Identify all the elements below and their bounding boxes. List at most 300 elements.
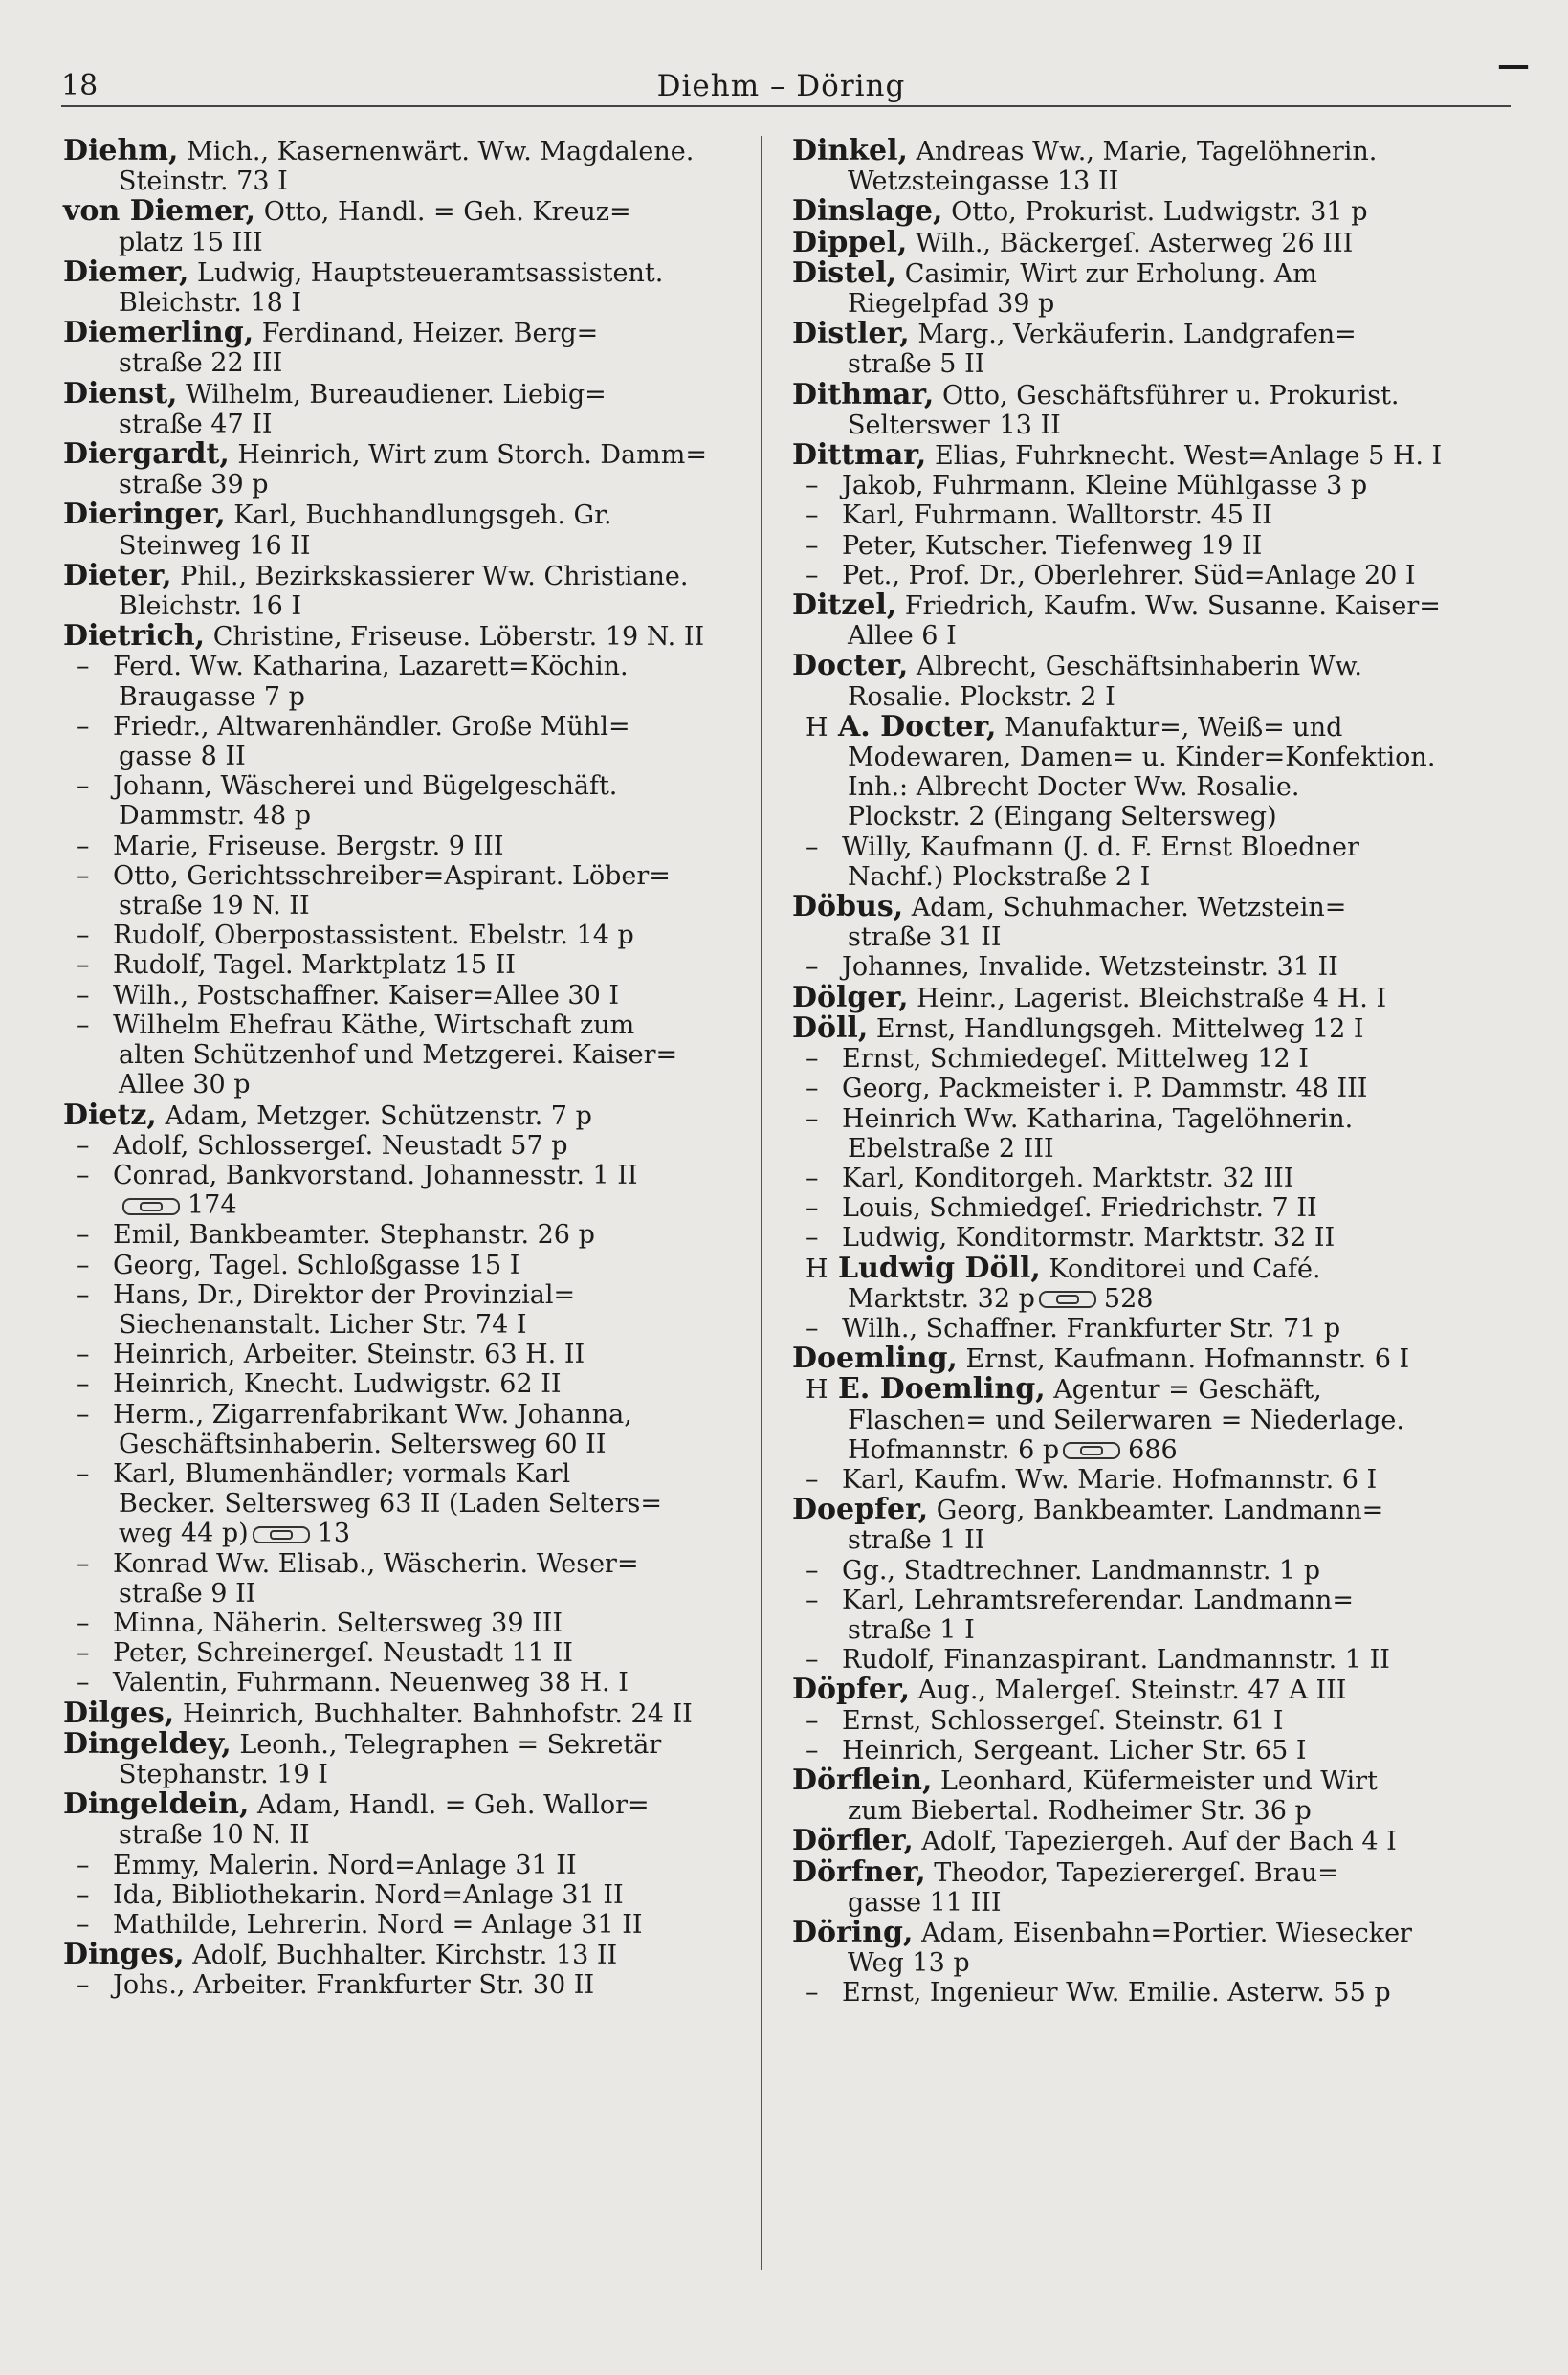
entry-continuation: Riegelpfad 39 p [848,289,1055,320]
directory-entry [792,1586,1483,1645]
entry-surname: Dörflein, [792,1763,933,1797]
directory-entry [792,1314,1483,1343]
directory-entry [63,1010,754,1100]
entry-details: Konrad Ww. Elisab., Wäscherin. Weser= [113,1548,639,1579]
entry-details: Albrecht, Geschäftsinhaberin Ww. [916,652,1362,682]
repeat-dash: – [806,1044,819,1075]
entry-details: Elias, Fuhrknecht. West=Anlage 5 H. I [934,441,1443,472]
directory-entry [63,1609,754,1638]
entry-details: Peter, Schreinergeſ. Neustadt 11 II [113,1638,573,1669]
directory-entry [792,471,1483,500]
entry-surname: Dieringer, [63,498,226,532]
entry-continuation: straße 39 p [119,470,269,500]
entry-surname: Ditzel, [792,588,897,623]
directory-entry [63,1251,754,1280]
directory-entry [792,500,1483,530]
directory-entry [63,771,754,831]
entry-details: Willy, Kaufmann (J. d. F. Ernst Bloedner [842,832,1359,862]
entry-details: Andreas Ww., Marie, Tagelöhnerin. [916,137,1378,166]
telephone-icon [122,1198,180,1215]
entry-continuation: straße 22 III [119,348,283,379]
entry-details: Wilhelm Ehefrau Käthe, Wirtschaft zum [113,1010,635,1040]
entry-details: Otto, Geschäftsführer u. Prokurist. [941,380,1400,411]
repeat-dash: – [77,860,90,891]
repeat-dash: – [806,832,819,862]
entry-details: Konditorei und Café. [1049,1254,1321,1284]
entry-details: Heinrich, Knecht. Ludwigstr. 62 II [113,1369,562,1400]
directory-entry [792,980,1483,1014]
running-title: Diehm – Döring [656,69,906,103]
directory-entry [792,319,1483,379]
entry-surname: Dietrich, [63,619,206,654]
directory-entry [63,1100,754,1131]
directory-entry [63,981,754,1010]
entry-continuation: gasse 11 III [848,1887,1002,1918]
entry-details: Aug., Malergeſ. Steinstr. 47 A III [917,1676,1347,1706]
entry-surname: Dinslage, [792,194,943,229]
entry-details: Wilh., Schaffner. Frankfurter Str. 71 p [842,1313,1341,1343]
directory-entry [63,1789,754,1850]
entry-continuation: Allee 30 p [119,1070,251,1100]
repeat-dash: – [77,1399,90,1430]
firm-name: A. Docter, [838,709,997,744]
entry-surname: Döll, [792,1010,869,1045]
repeat-dash: – [806,1464,819,1495]
entry-details: Karl, Lehramtsreferendar. Landmann= [842,1585,1355,1615]
firm-name: E. Doemling, [838,1372,1046,1407]
header-rule [61,105,1511,107]
directory-entry [792,1645,1483,1675]
directory-entry [792,1978,1483,2008]
repeat-dash: – [77,652,90,682]
entry-continuation: straße 19 N. II [119,891,310,921]
repeat-dash: – [77,1548,90,1579]
directory-entry [63,832,754,861]
entry-details: Adam, Handl. = Geh. Wallor= [257,1790,650,1821]
repeat-dash: – [806,471,819,501]
repeat-dash: – [77,711,90,742]
entry-continuation: Stephanstr. 19 I [119,1759,328,1789]
entry-continuation: Steinweg 16 II [119,530,311,561]
entry-details: Ida, Bibliothekarin. Nord=Anlage 31 II [113,1879,624,1910]
entry-surname: Diemerling, [63,316,254,350]
entry-continuation: Geschäftsinhaberin. Seltersweg 60 II [119,1429,607,1459]
directory-entry [792,1915,1483,1979]
entry-details: Manufaktur=, Weiß= und [1005,712,1343,743]
entry-details: Casimir, Wirt zur Erholung. Am [904,258,1317,289]
directory-entry [63,950,754,980]
entry-surname: Döring, [792,1915,914,1949]
repeat-dash: – [806,500,819,531]
entry-details: Wilh., Postschaffner. Kaiser=Allee 30 I [113,980,620,1010]
repeat-dash: – [77,1369,90,1400]
entry-surname: Docter, [792,649,909,683]
entry-details: Adam, Schuhmacher. Wetzstein= [911,893,1347,923]
entry-continuation: Wetzsteingasse 13 II [848,166,1119,197]
directory-entry [63,1400,754,1459]
entry-details: Heinr., Lagerist. Bleichstraße 4 H. I [917,983,1387,1013]
repeat-dash: – [806,1555,819,1586]
repeat-dash: – [77,980,90,1010]
telephone-number: 528 [1103,1283,1154,1314]
entry-surname: Doemling, [792,1342,958,1376]
directory-entry [63,196,754,256]
repeat-dash: – [806,1163,819,1193]
directory-entry [792,892,1483,952]
repeat-dash: – [77,1638,90,1669]
directory-entry [63,1638,754,1668]
repeat-dash: – [77,1850,90,1880]
page-header [61,46,1530,109]
directory-entry [792,225,1483,259]
entry-details: Wilhelm, Bureaudiener. Liebig= [186,379,607,410]
directory-entry [63,621,754,652]
entry-details: Leonhard, Küfermeister und Wirt [939,1765,1378,1796]
firm-marker: H [806,1254,828,1284]
directory-entry [63,1220,754,1250]
entry-continuation: Selterswег 13 II [848,410,1061,440]
repeat-dash: – [77,1279,90,1310]
directory-entry [792,1223,1483,1253]
entry-details: Heinrich, Arbeiter. Steinstr. 63 H. II [113,1340,585,1370]
entry-continuation: straße 1 II [848,1525,985,1556]
repeat-dash: – [77,831,90,861]
entry-details: Marg., Verkäuferin. Landgrafen= [917,320,1357,350]
repeat-dash: – [77,1250,90,1280]
entry-details: Karl, Konditorgeh. Marktstr. 32 III [842,1163,1294,1193]
entry-details: Mich., Kasernenwärt. Ww. Magdalene. [187,137,695,166]
directory-entry [63,1940,754,1970]
entry-details: Karl, Fuhrmann. Walltorstr. 45 II [842,500,1272,531]
directory-entry [63,1726,754,1789]
entry-details: Conrad, Bankvorstand. Johannesstr. 1 II [113,1160,638,1190]
entry-details: Heinrich, Wirt zum Storch. Damm= [237,440,707,471]
directory-entry [63,1131,754,1161]
directory-entry [792,1044,1483,1074]
entry-continuation: straße 47 II [119,409,273,439]
entry-details: Emmy, Malerin. Nord=Anlage 31 II [113,1850,577,1880]
entry-details: Ludwig, Konditormstr. Marktstr. 32 II [842,1223,1336,1254]
entry-surname: Dippel, [792,225,908,259]
directory-entry [792,1854,1483,1918]
entry-details: Ernst, Schmiedegeſ. Mittelweg 12 I [842,1044,1309,1075]
entry-continuation: alten Schützenhof und Metzgerei. Kaiser= [119,1040,678,1071]
directory-entry [63,1880,754,1910]
repeat-dash: – [806,952,819,983]
directory-entry [63,1698,754,1729]
entry-details: Heinrich, Sergeant. Licher Str. 65 I [842,1735,1307,1765]
entry-details: Johann, Wäscherei und Bügelgeschäft. [113,771,618,802]
directory-entry [792,440,1483,471]
entry-details: Jakob, Fuhrmann. Kleine Mühlgasse 3 p [842,471,1368,501]
entry-details: Otto, Prokurist. Ludwigstr. 31 p [951,197,1368,228]
directory-entry [792,1736,1483,1765]
entry-details: Wilh., Bäckergeſ. Asterweg 26 III [915,228,1354,258]
repeat-dash: – [77,771,90,802]
entry-surname: Dörfler, [792,1824,914,1858]
entry-continuation: Ebelstraße 2 III [848,1133,1054,1164]
entry-details: Rudolf, Oberpostassistent. Ebelstr. 14 p [113,921,634,951]
directory-entry [792,196,1483,227]
repeat-dash: – [806,1645,819,1676]
entry-continuation: straße 9 II [119,1578,256,1609]
directory-entry [63,376,754,439]
entry-details: Mathilde, Lehrerin. Nord = Anlage 31 II [113,1909,643,1940]
entry-continuation: Inh.: Albrecht Docter Ww. Rosalie. [848,772,1300,803]
directory-entry [792,1193,1483,1223]
entry-continuation: straße 5 II [848,349,985,380]
directory-entry [63,257,754,318]
entry-details: Georg, Bankbeamter. Landmann= [936,1496,1384,1526]
directory-entry [792,1495,1483,1555]
directory-entry [792,136,1483,196]
repeat-dash: – [77,1879,90,1910]
telephone-icon [1063,1442,1120,1459]
entry-continuation: platz 15 III [119,227,263,257]
telephone-number: 686 [1128,1434,1178,1465]
directory-entry [792,952,1483,982]
repeat-dash: – [806,560,819,590]
entry-details: Ferdinand, Heizer. Berg= [261,319,599,349]
entry-surname: Dittmar, [792,438,927,473]
repeat-dash: – [77,1130,90,1161]
entry-surname: Dinges, [63,1938,185,1972]
entry-details: Karl, Buchhandlungsgeh. Gr. [233,500,612,531]
page-number: 18 [61,69,99,102]
entry-details: Marie, Friseuse. Bergstr. 9 III [113,831,504,861]
entry-surname: Doepfer, [792,1493,929,1527]
entry-telephone [63,1190,754,1220]
entry-details: Ferd. Ww. Katharina, Lazarett=Köchin. [113,652,629,682]
directory-entry [792,561,1483,590]
entry-continuation: Dammstr. 48 p [119,801,311,832]
repeat-dash: – [806,1585,819,1615]
entry-details: Pet., Prof. Dr., Oberlehrer. Süd=Anlage 20 I [842,560,1416,590]
entry-continuation: Braugasse 7 p [119,681,305,712]
entry-surname: Diehm, [63,134,179,167]
directory-entry [792,832,1483,892]
directory-entry [792,1826,1483,1856]
directory-entry [792,1010,1483,1045]
entry-details: Rudolf, Finanzaspirant. Landmannstr. 1 II [842,1645,1390,1676]
directory-entry [63,439,754,499]
entry-details: Adam, Metzger. Schützenstr. 7 p [165,1100,592,1131]
directory-entry [63,1549,754,1609]
entry-details: Agentur = Geschäft, [1053,1375,1322,1406]
entry-details: Otto, Handl. = Geh. Kreuz= [263,197,631,228]
directory-entry [792,1706,1483,1736]
entry-continuation: Marktstr. 32 p 528 [848,1283,1154,1314]
entry-details: Heinrich Ww. Katharina, Tagelöhnerin. [842,1103,1354,1134]
entry-details: Valentin, Fuhrmann. Neuenweg 38 H. I [113,1668,629,1698]
entry-details: Ernst, Schlossergeſ. Steinstr. 61 I [842,1705,1284,1736]
entry-details: Adam, Eisenbahn=Portier. Wiesecker [921,1918,1412,1948]
entry-surname: von Diemer, [63,194,256,229]
repeat-dash: – [806,1705,819,1736]
directory-entry [792,590,1483,651]
entry-details: Friedr., Altwarenhändler. Große Mühl= [113,711,630,742]
entry-surname: Dölger, [792,980,909,1014]
directory-entry [63,1970,754,2000]
directory-entry [792,531,1483,561]
firm-marker: H [806,1375,828,1406]
firm-name: Ludwig Döll, [838,1251,1041,1285]
entry-surname: Dinkel, [792,134,908,167]
telephone-icon [1039,1291,1096,1308]
entry-continuation: Hofmannstr. 6 p 686 [848,1434,1178,1465]
entry-surname: Döbus, [792,890,904,924]
right-column [792,136,1483,2009]
entry-continuation: Siechenanstalt. Licher Str. 74 I [119,1309,527,1340]
entry-continuation: Steinstr. 73 I [119,166,288,197]
repeat-dash: – [77,1220,90,1251]
entry-details: Phil., Bezirkskassierer Ww. Christiane. [180,561,689,591]
repeat-dash: – [806,1193,819,1224]
entry-continuation: Becker. Seltersweg 63 II (Laden Selters= [119,1489,663,1520]
repeat-dash: – [77,1458,90,1489]
directory-entry [63,861,754,921]
entry-details: Gg., Stadtrechner. Landmannstr. 1 p [842,1555,1321,1586]
entry-continuation: weg 44 p) 13 [119,1519,351,1549]
repeat-dash: – [806,1074,819,1104]
repeat-dash: – [77,1970,90,2001]
entry-continuation: Allee 6 I [848,621,957,652]
entry-details: Herm., Zigarrenfabrikant Ww. Johanna, [113,1399,632,1430]
entry-details: Emil, Bankbeamter. Stephanstr. 26 p [113,1220,595,1251]
repeat-dash: – [77,1668,90,1698]
repeat-dash: – [77,950,90,981]
entry-continuation: straße 1 I [848,1614,975,1645]
directory-entry [792,1251,1483,1314]
entry-continuation: straße 10 N. II [119,1820,310,1851]
entry-details: Peter, Kutscher. Tiefenweg 19 II [842,530,1263,561]
repeat-dash: – [77,1909,90,1940]
repeat-dash: – [77,1160,90,1190]
entry-details: Karl, Blumenhändler; vormals Karl [113,1458,571,1489]
entry-continuation: Bleichstr. 16 I [119,591,302,622]
entry-details: Heinrich, Buchhalter. Bahnhofstr. 24 II [182,1698,693,1729]
entry-continuation: Bleichstr. 18 I [119,288,302,319]
entry-continuation: Nachf.) Plockstraße 2 I [848,861,1151,892]
entry-continuation: Rosalie. Plockstr. 2 I [848,681,1115,712]
entry-surname: Dingeldey, [63,1726,232,1761]
entry-surname: Dingeldein, [63,1787,250,1822]
repeat-dash: – [77,1010,90,1040]
entry-details: Ludwig, Hauptsteueramtsassistent. [197,257,664,288]
entry-surname: Dieter, [63,558,172,592]
entry-details: Ernst, Handlungsgeh. Mittelweg 12 I [875,1013,1364,1044]
entry-details: Adolf, Schlossergeſ. Neustadt 57 p [113,1130,568,1161]
directory-entry [792,1556,1483,1586]
entry-surname: Dietz, [63,1098,157,1132]
entry-details: Georg, Packmeister i. P. Dammstr. 48 III [842,1074,1368,1104]
entry-details: Georg, Tagel. Schloßgasse 15 I [113,1250,520,1280]
directory-entry [792,1465,1483,1495]
telephone-number: 174 [188,1190,237,1221]
repeat-dash: – [806,1735,819,1765]
entry-details: Theodor, Tapezierergeſ. Brau= [934,1857,1339,1888]
entry-details: Ernst, Ingenieur Ww. Emilie. Asterw. 55 p [842,1978,1391,2009]
directory-entry [63,921,754,950]
directory-entry [63,1668,754,1698]
directory-entry [792,1765,1483,1826]
entry-details: Adolf, Tapeziergeh. Auf der Bach 4 I [921,1827,1397,1857]
entry-details: Minna, Näherin. Seltersweg 39 III [113,1608,563,1638]
column-divider [761,136,762,2270]
entry-continuation: Modewaren, Damen= u. Kinder=Konfektion. [848,743,1436,773]
repeat-dash: – [806,530,819,561]
entry-continuation: gasse 8 II [119,742,246,772]
repeat-dash: – [77,1608,90,1638]
entry-details: Friedrich, Kaufm. Ww. Susanne. Kaiser= [904,591,1441,622]
directory-entry [63,1910,754,1940]
directory-entry [63,1369,754,1399]
directory-entry [63,499,754,560]
directory-entry [792,651,1483,711]
directory-entry [63,318,754,378]
directory-entry [792,709,1483,832]
entry-details: Karl, Kaufm. Ww. Marie. Hofmannstr. 6 I [842,1464,1378,1495]
directory-entry [63,1161,754,1220]
repeat-dash: – [806,1313,819,1343]
entry-continuation: zum Biebertal. Rodheimer Str. 36 p [848,1796,1312,1827]
directory-entry [792,1104,1483,1164]
entry-surname: Dithmar, [792,377,935,411]
entry-details: Louis, Schmiedgeſ. Friedrichstr. 7 II [842,1193,1317,1224]
directory-entry [63,1280,754,1340]
telephone-number: 13 [317,1519,351,1549]
entry-details: Christine, Friseuse. Löberstr. 19 N. II [212,622,705,653]
entry-details: Adolf, Buchhalter. Kirchstr. 13 II [192,1941,618,1971]
entry-surname: Diergardt, [63,437,230,472]
directory-entry [792,377,1483,440]
entry-continuation: Flaschen= und Seilerwaren = Niederlage. [848,1405,1404,1435]
firm-marker: H [806,712,828,743]
directory-entry [792,255,1483,320]
repeat-dash: – [806,1978,819,2009]
entry-details: Otto, Gerichtsschreiber=Aspirant. Löber= [113,860,671,891]
directory-entry [792,1164,1483,1193]
directory-entry [63,1340,754,1369]
directory-entry [63,136,754,196]
entry-details: Ernst, Kaufmann. Hofmannstr. 6 I [965,1344,1410,1375]
entry-details: Hans, Dr., Direktor der Provinzial= [113,1279,576,1310]
directory-entry [792,1374,1483,1465]
repeat-dash: – [806,1223,819,1254]
entry-surname: Distler, [792,317,910,351]
entry-surname: Distel, [792,255,897,290]
entry-details: Leonh., Telegraphen = Sekretär [239,1729,662,1760]
directory-entry [63,1459,754,1549]
directory-entry [63,712,754,771]
entry-surname: Dörfner, [792,1854,926,1889]
corner-mark: — [1497,46,1530,84]
entry-surname: Dilges, [63,1696,175,1730]
directory-entry [792,1343,1483,1374]
entry-surname: Dienst, [63,376,178,411]
directory-entry [792,1675,1483,1705]
directory-entry [63,1851,754,1880]
telephone-icon [253,1526,310,1543]
entry-continuation: Weg 13 p [848,1948,970,1979]
repeat-dash: – [77,921,90,951]
entry-details: Johs., Arbeiter. Frankfurter Str. 30 II [113,1970,595,2001]
entry-details: Johannes, Invalide. Wetzsteinstr. 31 II [842,952,1338,983]
entry-surname: Döpfer, [792,1673,911,1707]
entry-continuation: Plockstr. 2 (Eingang Seltersweg) [848,802,1277,832]
entry-continuation: straße 31 II [848,922,1002,953]
directory-entry [63,652,754,711]
